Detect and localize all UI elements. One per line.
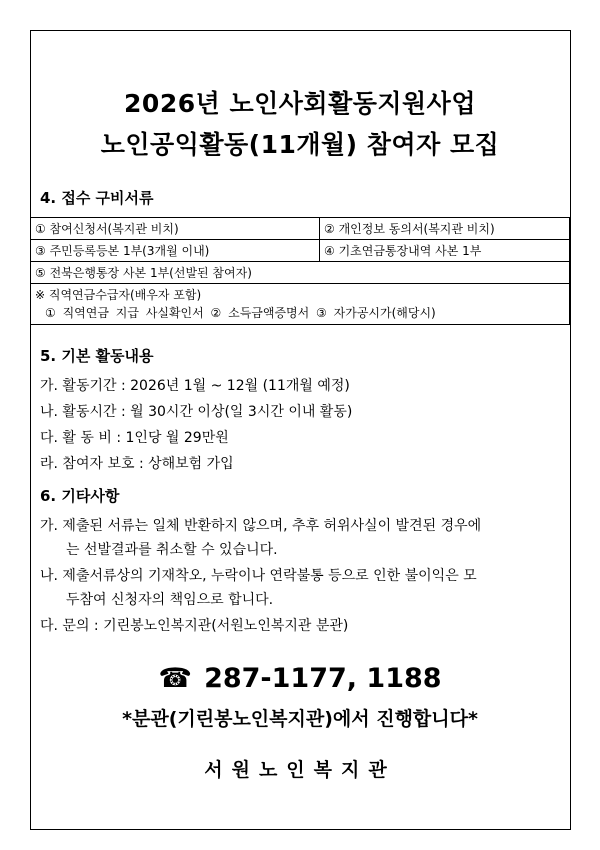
participant-protection: 라. 참여자 보호 : 상해보험 가입 bbox=[40, 456, 234, 472]
phone-icon: ☎ bbox=[158, 663, 193, 694]
doc-note-title: ※ 직역연금수급자(배우자 포함) bbox=[35, 288, 202, 302]
doc-cell: ⑤ 전북은행통장 사본 1부(선발된 참여자) bbox=[31, 262, 570, 284]
table-row bbox=[31, 262, 570, 284]
activity-period: 가. 활동기간 : 2026년 1월 ~ 12월 (11개월 예정) bbox=[40, 378, 350, 394]
table-row bbox=[31, 218, 570, 240]
doc-cell: ③ 주민등록등본 1부(3개월 이내) bbox=[31, 240, 320, 262]
section-5-heading: 5. 기본 활동내용 bbox=[40, 347, 154, 365]
section-4-heading: 4. 접수 구비서류 bbox=[40, 189, 154, 207]
note-2-line-2: 두참여 신청자의 책임으로 합니다. bbox=[66, 592, 274, 608]
activity-hours: 나. 활동시간 : 월 30시간 이상(일 3시간 이내 활동) bbox=[40, 404, 353, 420]
activity-pay: 다. 활 동 비 : 1인당 월 29만원 bbox=[40, 430, 229, 446]
doc-note-items: ① 직역연금 지급 사실확인서 ② 소득금액증명서 ③ 자가공시가(해당시) bbox=[45, 306, 436, 320]
section-6-heading: 6. 기타사항 bbox=[40, 487, 120, 505]
doc-note-cell bbox=[31, 284, 570, 325]
title-line-2: 노인공익활동(11개월) 참여자 모집 bbox=[100, 130, 500, 159]
organization-name: 서원노인복지관 bbox=[204, 759, 396, 781]
note-1-line-2: 는 선발결과를 취소할 수 있습니다. bbox=[66, 542, 278, 558]
branch-note: *분관(기린봉노인복지관)에서 진행합니다* bbox=[122, 708, 478, 730]
note-2-line-1: 나. 제출서류상의 기재착오, 누락이나 연락불통 등으로 인한 불이익은 모 bbox=[40, 568, 477, 584]
phone-number bbox=[0, 663, 600, 694]
phone-text: 287-1177, 1188 bbox=[204, 663, 442, 694]
note-1-line-1: 가. 제출된 서류는 일체 반환하지 않으며, 추후 허위사실이 발견된 경우에 bbox=[40, 518, 482, 534]
doc-cell: ② 개인정보 동의서(복지관 비치) bbox=[320, 218, 570, 240]
table-row bbox=[31, 240, 570, 262]
documents-table bbox=[30, 217, 570, 325]
inquiry-line: 다. 문의 : 기린봉노인복지관(서원노인복지관 분관) bbox=[40, 618, 349, 634]
title-line-1: 2026년 노인사회활동지원사업 bbox=[124, 89, 476, 118]
table-row bbox=[31, 284, 570, 325]
doc-cell: ① 참여신청서(복지관 비치) bbox=[31, 218, 320, 240]
doc-cell: ④ 기초연금통장내역 사본 1부 bbox=[320, 240, 570, 262]
